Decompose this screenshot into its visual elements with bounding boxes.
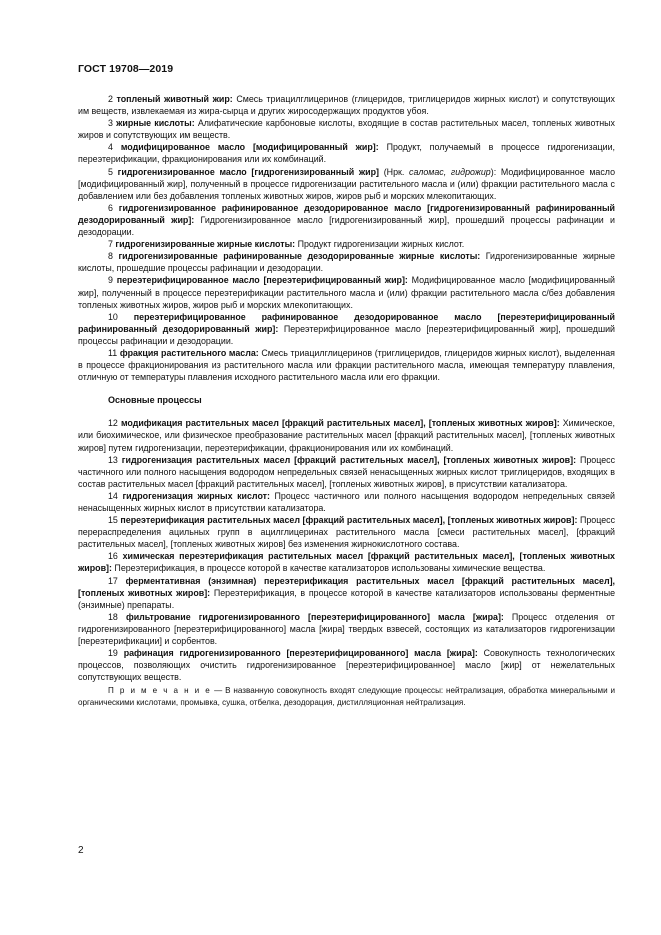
term-name: фракция растительного масла: xyxy=(119,347,259,358)
section-title: Основные процессы xyxy=(108,395,202,406)
term-name: модифицированное масло [модифицированный жир]: xyxy=(120,142,379,153)
term-5: 5 гидрогенизированное масло [гидрогенизированный жир] (Нрк. саломас, гидрожир): Модифицированное масло [модифицированный жир], полученный в процессе гидрогенизации растительного масла и (или) фракции растительного масла с добавлением или без добавления топленых животных жиров, жиров рыб и морских млекопитающих. xyxy=(78,166,616,201)
term-7: 7 гидрогенизированные жирные кислоты: Продукт гидрогенизации жирных кислот. xyxy=(108,239,465,250)
note xyxy=(78,685,615,708)
note-label: П р и м е ч а н и е xyxy=(108,686,212,696)
process-name: модификация растительных масел [фракций растительных масел], [топленых животных жиров]: xyxy=(120,418,560,429)
term-6: 6 гидрогенизированное рафинированное дезодорированное масло [гидрогенизированный рафинированный дезодорированный жир]: Гидрогенизированное масло [гидрогенизированный жир], прошедший процессы рафинации и дезодорации. xyxy=(78,202,615,238)
term-definition: Продукт, получаемый в процессе гидрогенизации, переэтерификации, фракционирования или их комбинаций. xyxy=(78,142,616,165)
document-header: ГОСТ 19708—2019 xyxy=(78,63,174,75)
process-definition: Переэтерификация, в процессе которой в качестве катализаторов использованы ферментные (энзимные) препараты. xyxy=(78,587,616,610)
term-definition: Алифатические карбоновые кислоты, входящие в состав растительных масел, топленых животных жиров и сопутствующих им веществ. xyxy=(78,118,615,141)
process-name: химическая переэтерификация растительных масел [фракций растительных масел], [топленых животных жиров]: xyxy=(78,551,615,574)
term-3: 3 жирные кислоты: Алифатические карбоновые кислоты, входящие в состав растительных масел, топленых животных жиров и сопутствующих им веществ. xyxy=(78,118,615,141)
process-name: переэтерификация растительных масел [фракций растительных масел], [топленых животных жиров]: xyxy=(120,515,578,526)
term-definition: Модифицированное масло [модифицированный жир], полученный в процессе гидрогенизации растительного масла и (или) фракции растительного масла с добавлением или без добавления топленых животных жиров, жиров рыб и морских млекопитающих. xyxy=(78,166,616,201)
term-definition: Смесь триацилглицеринов (глицеридов, триглицеридов жирных кислот) и сопутствующих им веществ, извлекаемая из жира-сырца и других жиросодержащих продуктов убоя. xyxy=(78,94,615,117)
process-name: фильтрование гидрогенизированного [переэтерифицированного] масла [жира]: xyxy=(125,611,504,622)
term-name: топленый животный жир: xyxy=(116,94,233,104)
process-definition: Процесс частичного или полного насыщения водородом непредельных связей ненасыщенных жирных кислот триглицеридов, входящих в состав растительных масел [фракций растительных масел], [топленых животных жиров], в присутствии катализатора. xyxy=(78,454,616,489)
term-definition: Модифицированное масло [модифицированный жир], полученный в процессе переэтерификации растительного масла и (или) фракции растительного масла с/без добавления топленых животных жиров, жиров рыб и морских млекопитающих. xyxy=(78,275,615,310)
process-19: 19 рафинация гидрогенизированного [переэтерифицированного] масла [жира]: Совокупность технологических процессов, позволяющих очистить гидрогенизированное [переэтерифицированное] масло [жир] от нежелательных сопутствующих веществ. xyxy=(78,648,615,683)
process-definition: Химическое, или биохимическое, или физическое преобразование растительных масел [фракций растительных масел], [топленых животных жиров] путем гидрогенизации, переэтерификации, фракционирования или их комбинаций. xyxy=(78,418,615,453)
term-name: гидрогенизированное масло [гидрогенизированный жир] xyxy=(117,166,380,177)
process-18: 18 фильтрование гидрогенизированного [переэтерифицированного] масла [жира]: Процесс отделения от гидрогенизированного [переэтерифицированного] масла [жира] твердых взвесей, состоящих из катализаторов гидрогенизации [переэтерификации] и сорбентов. xyxy=(78,611,615,647)
document-body xyxy=(78,93,615,708)
term-definition: Продукт гидрогенизации жирных кислот. xyxy=(295,239,465,250)
term-name: гидрогенизированные жирные кислоты: xyxy=(115,239,296,250)
term-name: переэтерифицированное рафинированное дезодорированное масло [переэтерифицированный рафинированный дезодорированный жир]: xyxy=(78,311,615,334)
term-8: 8 гидрогенизированные рафинированные дезодорированные жирные кислоты: Гидрогенизированные жирные кислоты, прошедшие процессы рафинации и дезодорации. xyxy=(78,251,616,274)
term-note-italic: саломас, гидрожир xyxy=(409,166,491,177)
process-17: 17 ферментативная (энзимная) переэтерификация растительных масел [фракций растительных масел], [топленых животных жиров]: Переэтерификация, в процессе которой в качестве катализаторов использованы ферментные (энзимные) препараты. xyxy=(78,575,616,610)
term-definition: Смесь триацилглицеринов (триглицеридов, глицеридов жирных кислот), выделенная в процессе фракционирования из растительного масла или фракции растительного масла, имеющая температуру плавления, отличную от температуры плавления исходного растительного масла или его фракции. xyxy=(78,347,615,383)
term-9: 9 переэтерифицированное масло [переэтерифицированный жир]: Модифицированное масло [модифицированный жир], полученный в процессе переэтерификации растительного масла и (или) фракции растительного масла с/без добавления топленых животных жиров, жиров рыб и морских млекопитающих. xyxy=(78,275,615,310)
term-definition: Гидрогенизированное масло [гидрогенизированный жир], прошедший процессы рафинации и дезодорации. xyxy=(78,214,615,238)
term-note-end: ): xyxy=(490,166,497,177)
process-name: рафинация гидрогенизированного [переэтерифицированного] масла [жира]: xyxy=(123,648,478,659)
process-13: 13 гидрогенизация растительных масел [фракций растительных масел], [топленых животных жиров]: Процесс частичного или полного насыщения водородом непредельных связей ненасыщенных жирных кислот триглицеридов, входящих в состав растительных масел [фракций растительных масел], [топленых животных жиров], в присутствии катализатора. xyxy=(78,454,616,489)
term-4: 4 модифицированное масло [модифицированный жир]: Продукт, получаемый в процессе гидрогенизации, переэтерификации, фракционирования или их комбинаций. xyxy=(78,142,616,165)
process-definition: Переэтерификация, в процессе которой в качестве катализаторов использованы химические вещества. xyxy=(111,563,546,574)
process-definition: Процесс перераспределения ацильных групп в ацилглицеринах растительного масла [смеси растительных масел], [фракций растительных масел], [топленых животных жиров] без изменения жирнокислотного состава. xyxy=(78,515,616,550)
process-name: гидрогенизация растительных масел [фракций растительных масел], [топленых животных жиров]: xyxy=(121,454,577,465)
term-definition: Переэтерифицированное масло [переэтерифицированный жир], прошедший процессы рафинации и дезодорации. xyxy=(78,323,616,346)
process-definition: Процесс частичного или полного насыщения водородом непредельных связей ненасыщенных жирных кислот в присутствии катализатора. xyxy=(78,490,616,513)
term-note: (Нрк. xyxy=(379,166,410,177)
term-definition: Гидрогенизированные жирные кислоты, прошедшие процессы рафинации и дезодорации. xyxy=(78,251,616,274)
note-text: — В названную совокупность входят следующие процессы: нейтрализация, обработка минеральными и органическими кислотами, промывка, сушка, отбелка, дезодорация, дистилляционная нейтрализация. xyxy=(78,686,615,707)
process-15: 15 переэтерификация растительных масел [фракций растительных масел], [топленых животных жиров]: Процесс перераспределения ацильных групп в ацилглицеринах растительного масла [смеси растительных масел], [фракций растительных масел], [топленых животных жиров] без изменения жирнокислотного состава. xyxy=(78,515,616,550)
process-16: 16 химическая переэтерификация растительных масел [фракций растительных масел], [топленых животных жиров]: Переэтерификация, в процессе которой в качестве катализаторов использованы химические вещества. xyxy=(78,551,615,574)
process-12: 12 модификация растительных масел [фракций растительных масел], [топленых животных жиров]: Химическое, или биохимическое, или физическое преобразование растительных масел [фракций растительных масел], [топленых животных жиров] путем гидрогенизации, переэтерификации, фракционирования или их комбинаций. xyxy=(78,418,615,453)
process-name: ферментативная (энзимная) переэтерификация растительных масел [фракций растительных масел], [топленых животных жиров]: xyxy=(78,575,615,598)
page-number: 2 xyxy=(78,845,84,856)
term-11: 11 фракция растительного масла: Смесь триацилглицеринов (триглицеридов, глицеридов жирных кислот), выделенная в процессе фракционирования из растительного масла или фракции растительного масла, имеющая температуру плавления, отличную от температуры плавления исходного растительного масла или его фракции. xyxy=(78,347,615,383)
term-10: 10 переэтерифицированное рафинированное дезодорированное масло [переэтерифицированный рафинированный дезодорированный жир]: Переэтерифицированное масло [переэтерифицированный жир], прошедший процессы рафинации и дезодорации. xyxy=(78,311,616,346)
term-2: 2 топленый животный жир: Смесь триацилглицеринов (глицеридов, триглицеридов жирных кислот) и сопутствующих им веществ, извлекаемая из жира-сырца и других жиросодержащих продуктов убоя. xyxy=(78,94,615,117)
process-name: гидрогенизация жирных кислот: xyxy=(122,490,270,501)
term-name: гидрогенизированное рафинированное дезодорированное масло [гидрогенизированный рафинированный дезодорированный жир]: xyxy=(78,202,615,225)
term-name: переэтерифицированное масло [переэтерифицированный жир]: xyxy=(116,275,408,286)
term-name: гидрогенизированные рафинированные дезодорированные жирные кислоты: xyxy=(118,251,481,262)
process-14: 14 гидрогенизация жирных кислот: Процесс частичного или полного насыщения водородом непредельных связей ненасыщенных жирных кислот в присутствии катализатора. xyxy=(78,490,616,513)
process-definition: Совокупность технологических процессов, позволяющих очистить гидрогенизированное [переэтерифицированное] масло [жир] от нежелательных сопутствующих веществ. xyxy=(78,648,615,683)
process-definition: Процесс отделения от гидрогенизированного [переэтерифицированного] масла [жира] твердых взвесей, состоящих из катализаторов гидрогенизации [переэтерификации] и сорбентов. xyxy=(78,611,615,647)
term-name: жирные кислоты: xyxy=(116,118,195,129)
